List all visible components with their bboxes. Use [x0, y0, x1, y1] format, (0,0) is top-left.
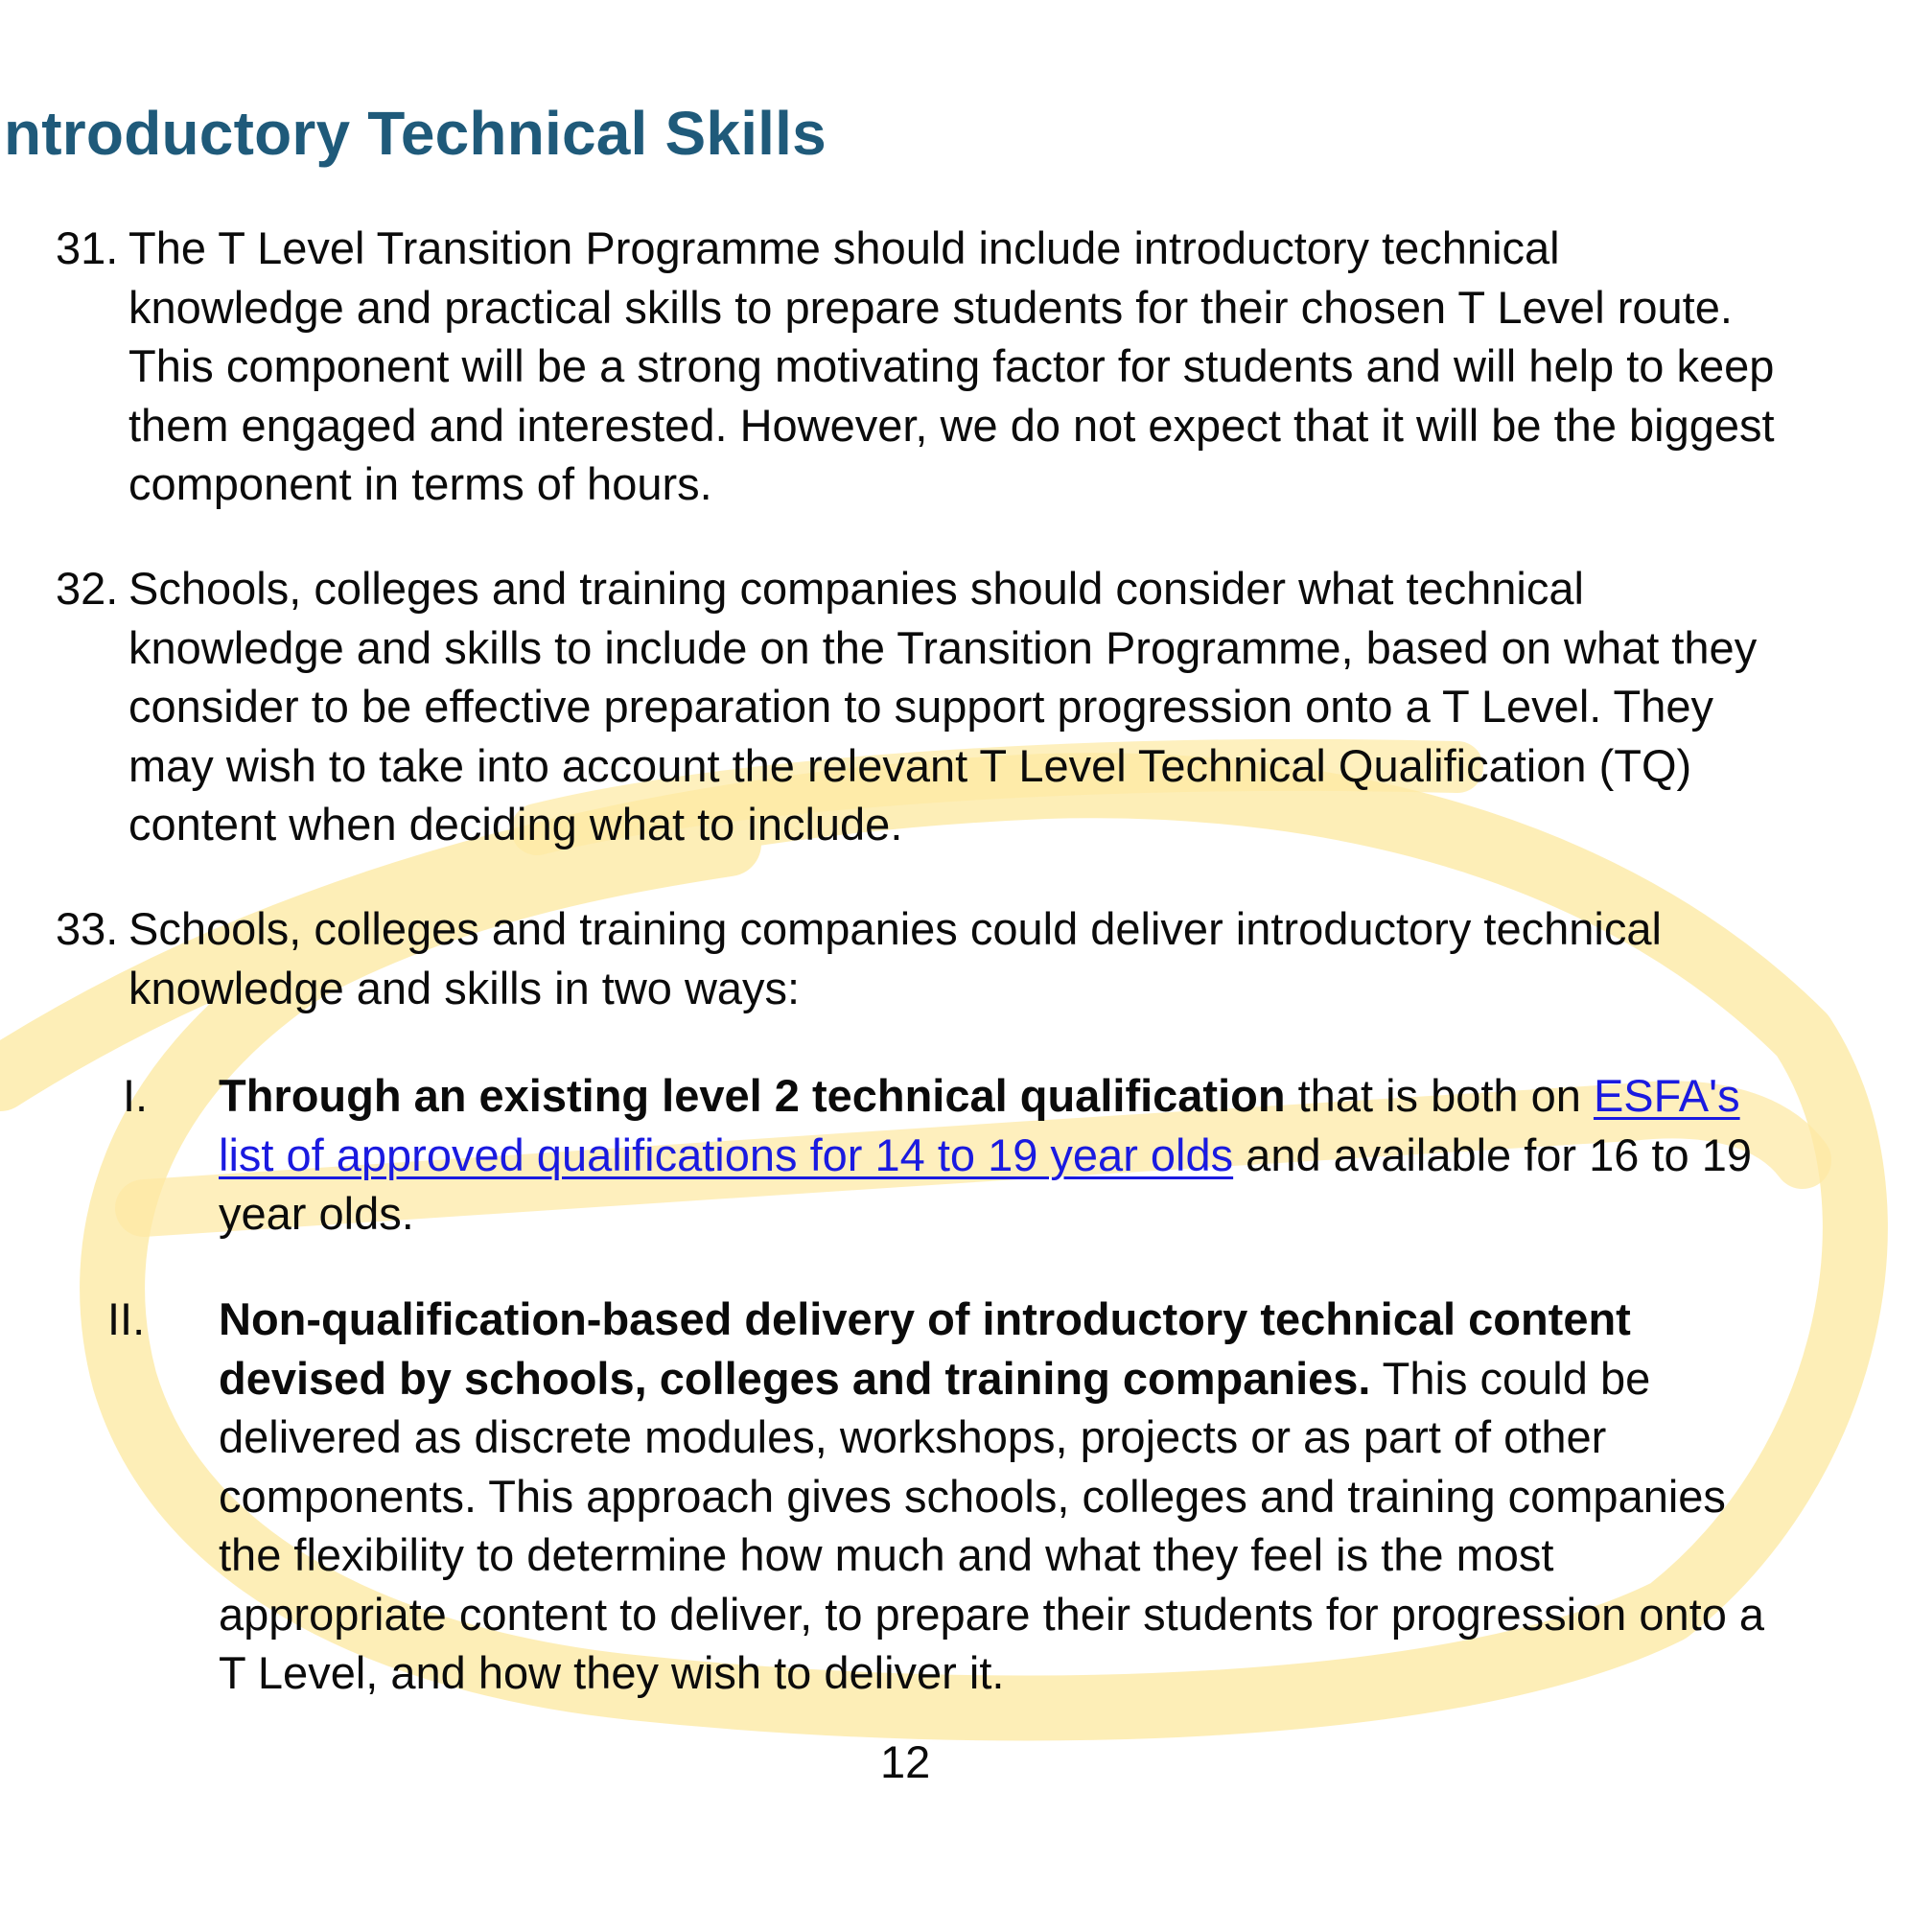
- bold-lead: Non-qualification-based delivery of introductory technical content: [219, 1293, 1631, 1344]
- text-line: This component will be a strong motivating factor for students and will help to keep: [128, 340, 1775, 391]
- bold-lead: Through an existing level 2 technical qualification: [219, 1070, 1286, 1121]
- text-line: Schools, colleges and training companies could deliver introductory technical: [128, 903, 1662, 954]
- text-line: knowledge and practical skills to prepare students for their chosen T Level route.: [128, 281, 1733, 333]
- text-run: that is both on: [1285, 1070, 1594, 1121]
- paragraph-33: [56, 899, 1877, 1017]
- way-item-2: [96, 1290, 1898, 1703]
- text-line: [219, 1066, 1898, 1126]
- text-line: appropriate content to deliver, to prepare their students for progression onto a: [219, 1588, 1765, 1640]
- text-run: This could be: [1370, 1352, 1651, 1404]
- paragraph-number: 32.: [56, 563, 119, 614]
- paragraph-text: [128, 559, 1910, 854]
- way-text: [219, 1290, 1898, 1703]
- text-line: delivered as discrete modules, workshops, projects or as part of other: [219, 1411, 1607, 1462]
- paragraph-31: [56, 219, 1877, 514]
- text-line: Schools, colleges and training companies should consider what technical: [128, 563, 1584, 614]
- text-line: may wish to take into account the relevant T Level Technical Qualification (TQ): [128, 739, 1692, 791]
- text-line: [219, 1126, 1898, 1185]
- section-heading: ntroductory Technical Skills: [4, 99, 827, 168]
- way-text: [219, 1066, 1898, 1244]
- text-line: them engaged and interested. However, we do not expect that it will be the biggest: [128, 399, 1775, 451]
- page-number: 12: [880, 1736, 931, 1787]
- paragraph-number: 33.: [56, 903, 119, 954]
- roman-numeral: II.: [107, 1293, 146, 1344]
- bold-lead: devised by schools, colleges and training companies.: [219, 1352, 1371, 1404]
- text-line: consider to be effective preparation to support progression onto a T Level. They: [128, 681, 1714, 732]
- text-line: The T Level Transition Programme should include introductory technical: [128, 222, 1560, 273]
- paragraph-text: [128, 899, 1910, 1017]
- paragraph-32: [56, 559, 1877, 854]
- text-line: components. This approach gives schools, colleges and training companies: [219, 1470, 1726, 1522]
- paragraph-number: 31.: [56, 222, 119, 273]
- text-line: knowledge and skills in two ways:: [128, 962, 801, 1013]
- text-line: knowledge and skills to include on the Transition Programme, based on what they: [128, 621, 1758, 673]
- text-line: content when deciding what to include.: [128, 799, 903, 850]
- text-line: component in terms of hours.: [128, 458, 712, 509]
- text-line: year olds.: [219, 1188, 414, 1239]
- esfa-link[interactable]: ESFA's: [1593, 1070, 1740, 1121]
- roman-numeral: I.: [123, 1070, 149, 1121]
- way-item-1: [96, 1066, 1898, 1244]
- text-line: the flexibility to determine how much and what they feel is the most: [219, 1529, 1554, 1580]
- text-line: [219, 1349, 1898, 1408]
- approved-qualifications-link[interactable]: list of approved qualifications for 14 to 19 year olds: [219, 1129, 1234, 1180]
- paragraph-text: [128, 219, 1910, 514]
- text-run: and available for 16 to 19: [1233, 1129, 1753, 1180]
- text-line: T Level, and how they wish to deliver it.: [219, 1647, 1005, 1698]
